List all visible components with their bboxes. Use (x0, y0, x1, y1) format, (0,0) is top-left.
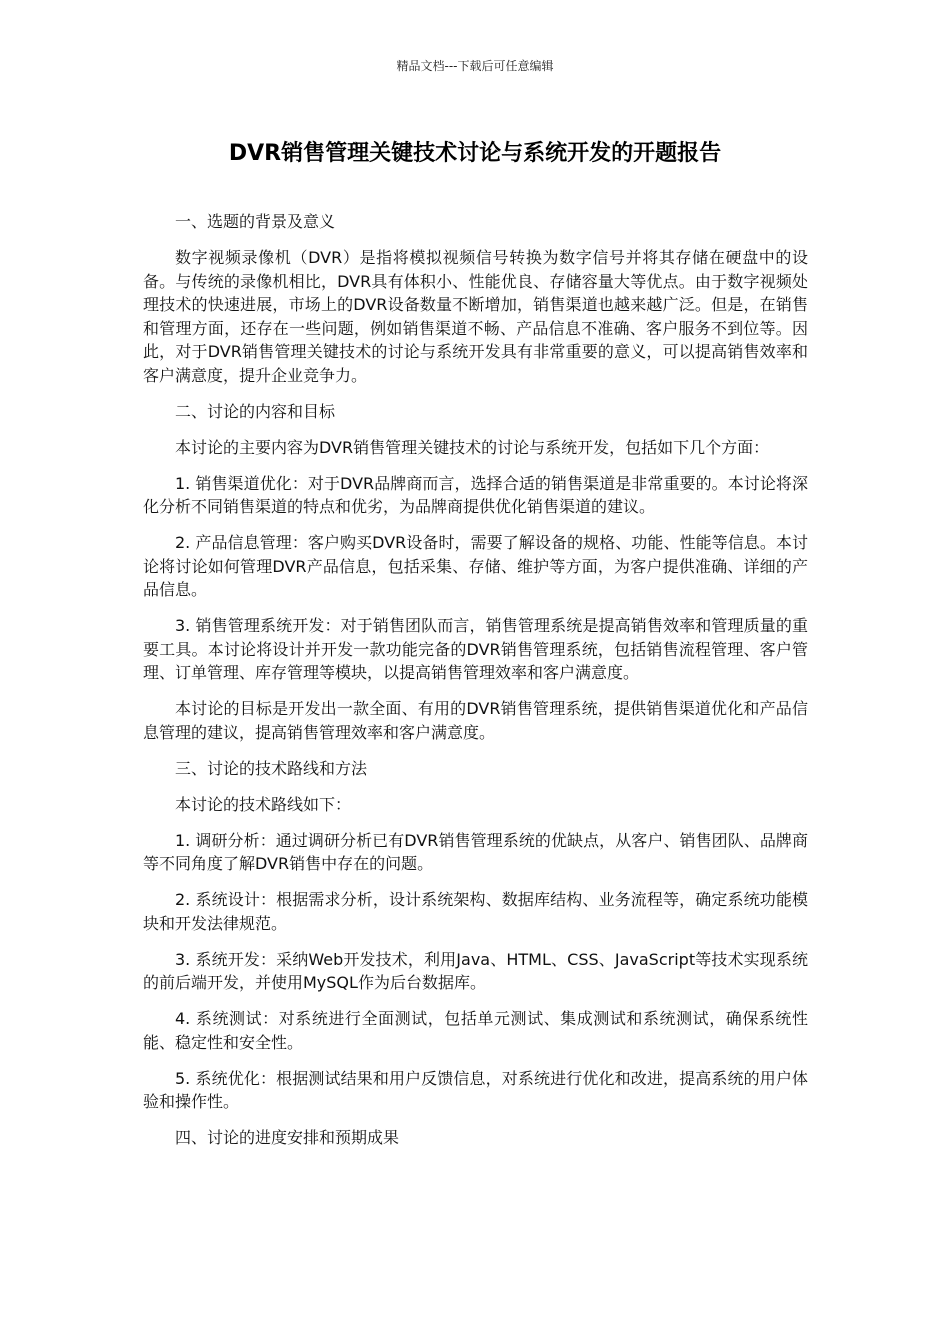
paragraph: 本讨论的目标是开发出一款全面、有用的DVR销售管理系统，提供销售渠道优化和产品信息管理的建议，提高销售管理效率和客户满意度。 (143, 699, 808, 742)
section-heading: 一、选题的背景及意义 (175, 212, 336, 231)
list-item: 4. 系统测试：对系统进行全面测试，包括单元测试、集成测试和系统测试，确保系统性能、稳定性和安全性。 (143, 1009, 808, 1052)
document-body (143, 210, 808, 1162)
section-heading: 四、讨论的进度安排和预期成果 (175, 1128, 400, 1147)
section-heading: 二、讨论的内容和目标 (175, 401, 336, 421)
list-item: 2. 系统设计：根据需求分析，设计系统架构、数据库结构、业务流程等，确定系统功能模块和开发法律规范。 (143, 890, 808, 933)
paragraph: 数字视频录像机（DVR）是指将模拟视频信号转换为数字信号并将其存储在硬盘中的设备。与传统的录像机相比，DVR具有体积小、性能优良、存储容量大等优点。由于数字视频处理技术的快速进展，市场上的DVR设备数量不断增加，销售渠道也越来越广泛。但是，在销售和管理方面，还存在一些问题，例如销售渠道不畅、产品信息不准确、客户服务不到位等。因此，对于DVR销售管理关键技术的讨论与系统开发具有非常重要的意义，可以提高销售效率和客户满意度，提升企业竞争力。 (143, 248, 808, 385)
document-title: DVR销售管理关键技术讨论与系统开发的开题报告 (228, 141, 722, 166)
list-item: 3. 销售管理系统开发：对于销售团队而言，销售管理系统是提高销售效率和管理质量的重要工具。本讨论将设计并开发一款功能完备的DVR销售管理系统，包括销售流程管理、客户管理、订单管理、库存管理等模块，以提高销售管理效率和客户满意度。 (143, 616, 808, 682)
list-item: 3. 系统开发：采纳Web开发技术，利用Java、HTML、CSS、JavaScript等技术实现系统的前后端开发，并使用MySQL作为后台数据库。 (143, 949, 808, 992)
paragraph: 本讨论的主要内容为DVR销售管理关键技术的讨论与系统开发，包括如下几个方面： (175, 437, 770, 457)
list-item: 5. 系统优化：根据测试结果和用户反馈信息，对系统进行优化和改进，提高系统的用户体验和操作性。 (143, 1068, 808, 1111)
list-item: 1. 销售渠道优化：对于DVR品牌商而言，选择合适的销售渠道是非常重要的。本讨论将深化分析不同销售渠道的特点和优劣，为品牌商提供优化销售渠道的建议。 (143, 473, 808, 516)
list-item: 2. 产品信息管理：客户购买DVR设备时，需要了解设备的规格、功能、性能等信息。本讨论将讨论如何管理DVR产品信息，包括采集、存储、维护等方面，为客户提供准确、详细的产品信息。 (143, 533, 808, 599)
section-heading: 三、讨论的技术路线和方法 (175, 758, 368, 778)
list-item: 1. 调研分析：通过调研分析已有DVR销售管理系统的优缺点，从客户、销售团队、品牌商等不同角度了解DVR销售中存在的问题。 (143, 830, 808, 873)
paragraph: 本讨论的技术路线如下： (175, 794, 352, 814)
page-header-note: 精品文档---下载后可任意编辑 (396, 59, 554, 73)
